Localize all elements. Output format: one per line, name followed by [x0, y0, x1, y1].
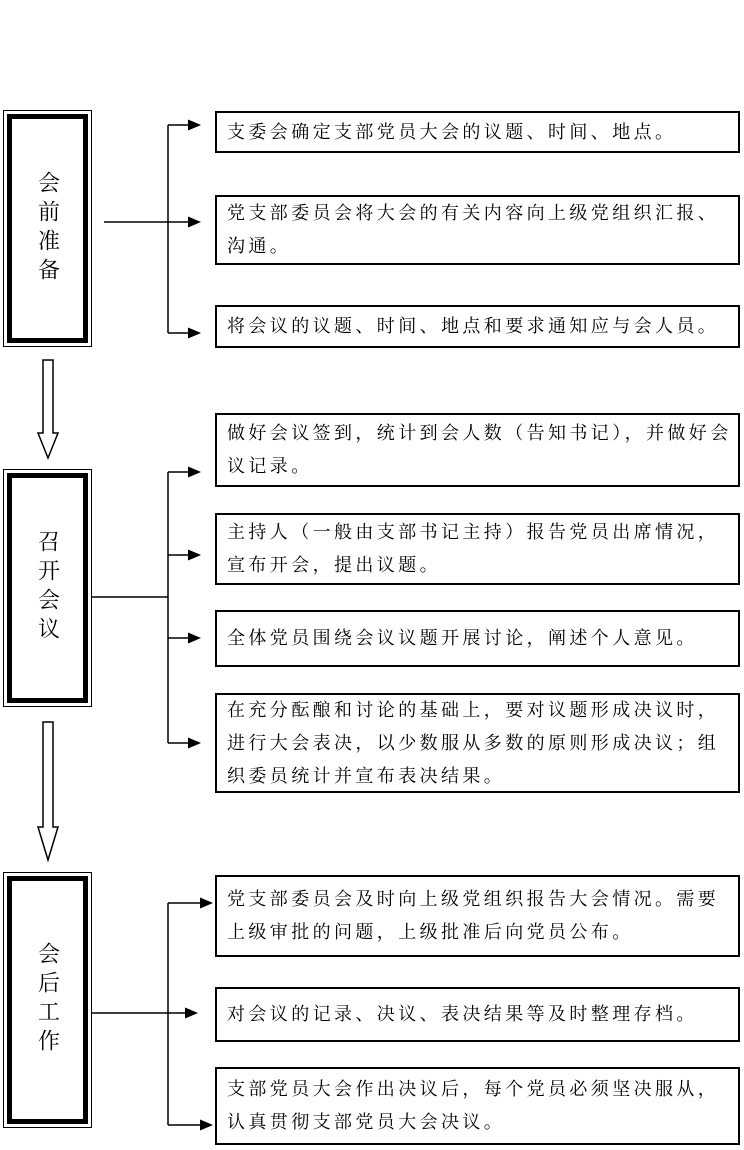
step-text-line: 支委会确定支部党员大会的议题、时间、地点。: [227, 121, 677, 142]
stage-label: 召开会议: [35, 530, 61, 646]
step-box-host-opens: [215, 513, 740, 585]
step-text-line: 宣布开会，提出议题。: [227, 555, 441, 575]
step-text-line: 党支部委员会及时向上级党组织报告大会情况。需要: [227, 889, 720, 909]
step-box-report-results: [215, 875, 740, 957]
down-arrow-icon: [38, 360, 58, 458]
down-arrow-icon: [38, 722, 58, 860]
step-box-archive: [215, 987, 740, 1042]
step-text-line: 将会议的议题、时间、地点和要求通知应与会人员。: [227, 316, 720, 336]
step-text-line: 主持人（一般由支部书记主持）报告党员出席情况，: [227, 522, 720, 542]
stage-box-pre-meeting: [3, 110, 92, 347]
stage-inner-border: [7, 876, 88, 1124]
step-text-line: 全体党员围绕会议议题开展讨论，阐述个人意见。: [227, 628, 698, 648]
step-text-line: 对会议的记录、决议、表决结果等及时整理存档。: [227, 1004, 698, 1024]
step-text-line: 沟通。: [227, 236, 292, 256]
step-text-line: 支部党员大会作出决议后，每个党员必须坚决服从，: [227, 1079, 720, 1099]
step-box-implement-resolution: [215, 1067, 740, 1145]
step-text-line: 进行大会表决，以少数服从多数的原则形成决议；组: [227, 732, 720, 753]
step-text-line: 上级审批的问题，上级批准后向党员公布。: [227, 922, 634, 942]
step-box-sign-in: [215, 413, 740, 487]
stage-label: 会后工作: [35, 942, 61, 1058]
step-text-line: 议记录。: [227, 456, 313, 476]
step-text-line: 在充分酝酿和讨论的基础上，要对议题形成决议时，: [227, 699, 720, 720]
stage-label: 会前准备: [35, 170, 61, 287]
stage-inner-border: [7, 114, 88, 343]
step-box-notify-attendees: [215, 305, 740, 348]
step-box-report-upward: [215, 195, 740, 265]
step-text-line: 做好会议签到，统计到会人数（告知书记），并做好会: [227, 423, 732, 443]
step-box-discussion: [215, 610, 740, 667]
step-text-line: 党支部委员会将大会的有关内容向上级党组织汇报、: [227, 203, 720, 223]
step-box-vote: [215, 693, 740, 793]
step-box-set-agenda: [215, 111, 740, 153]
step-text-line: 认真贯彻支部党员大会决议。: [227, 1112, 506, 1132]
stage-box-post-meeting: [3, 872, 92, 1128]
stage-box-hold-meeting: [3, 469, 92, 707]
step-text-line: 织委员统计并宣布表决结果。: [227, 765, 506, 786]
stage-inner-border: [7, 473, 88, 703]
